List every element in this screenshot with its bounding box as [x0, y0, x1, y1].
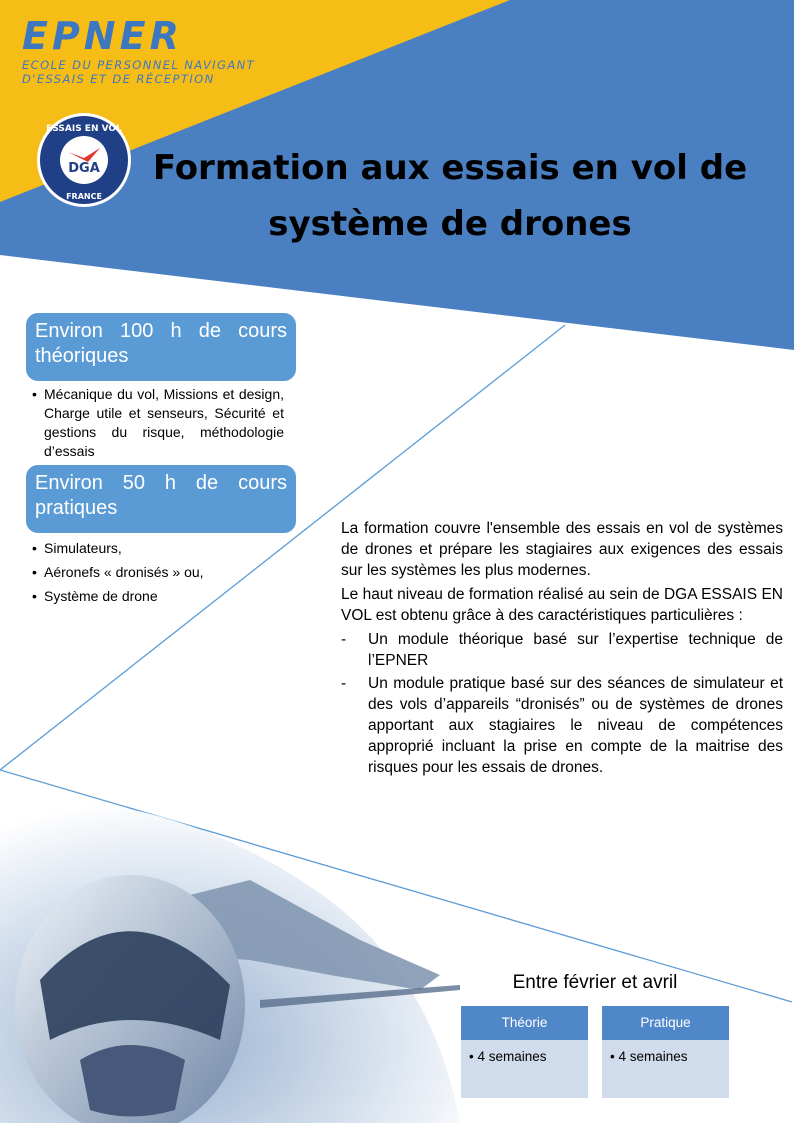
feature-item-text: Un module pratique basé sur des séances de simulateur et des vols d’appareils “dronisés” ou de systèmes de drones apportant aux stagiaires le niveau de compétences approprié incluant la prise en compte de la maitrise des risques pour les essais de drones. — [368, 675, 783, 776]
feature-item-text: Un module théorique basé sur l’expertise technique de l’EPNER — [368, 631, 783, 669]
schedule-cell-value: 4 semaines — [618, 1049, 688, 1064]
schedule-cell-value: 4 semaines — [477, 1049, 547, 1064]
bullet-icon: • — [32, 564, 37, 580]
practice-topics-list — [30, 539, 284, 606]
epner-logo: EPNER — [22, 14, 183, 58]
description-text — [341, 518, 783, 780]
seal-bottom-text: FRANCE — [66, 192, 102, 201]
page-title — [140, 140, 760, 252]
feature-item — [341, 629, 783, 671]
dga-seal-logo — [36, 112, 132, 208]
paragraph-intro: La formation couvre l'ensemble des essais en vol de systèmes de drones et prépare les stagiaires aux exigences des essais sur les systèmes les plus modernes. — [341, 520, 783, 579]
seal-top-text: ESSAIS EN VOL — [46, 124, 122, 134]
schedule-header-theory: Théorie — [461, 1006, 588, 1040]
practice-hours-box: Environ 50 h de cours pratiques — [26, 465, 296, 533]
bullet-icon: • — [32, 386, 37, 402]
list-item — [30, 587, 284, 606]
logo-subtitle-line2: D'ESSAIS ET DE RÉCEPTION — [22, 72, 215, 86]
schedule-cell-practice: • 4 semaines — [602, 1040, 729, 1098]
list-item — [30, 385, 284, 461]
schedule-period: Entre février et avril — [512, 972, 678, 993]
title-line1: Formation aux essais en vol de — [152, 148, 748, 188]
schedule-cell-theory: • 4 semaines — [461, 1040, 588, 1098]
dash-marker: - — [341, 631, 347, 648]
logo-subtitle-line1: ECOLE DU PERSONNEL NAVIGANT — [22, 58, 256, 72]
schedule-header-practice: Pratique — [602, 1006, 729, 1040]
list-item-text: Système de drone — [44, 588, 158, 604]
list-item — [30, 563, 284, 582]
list-item — [30, 539, 284, 558]
dash-marker: - — [341, 675, 347, 692]
paragraph-features: Le haut niveau de formation réalisé au sein de DGA ESSAIS EN VOL est obtenu grâce à des caractéristiques particulières : — [341, 586, 783, 624]
bullet-icon: • — [32, 540, 37, 556]
pilot-aircraft-illustration — [0, 799, 460, 1123]
seal-center-text: DGA — [68, 161, 100, 176]
bullet-icon: • — [32, 588, 37, 604]
list-item-text: Mécanique du vol, Missions et design, Charge utile et senseurs, Sécurité et gestions du risque, méthodologie d’essais — [44, 386, 284, 459]
theory-hours-box: Environ 100 h de cours théoriques — [26, 313, 296, 381]
list-item-text: Simulateurs, — [44, 540, 122, 556]
theory-topics-list — [30, 385, 284, 461]
list-item-text: Aéronefs « dronisés » ou, — [44, 564, 204, 580]
title-line2: système de drones — [268, 204, 632, 244]
feature-item — [341, 673, 783, 778]
